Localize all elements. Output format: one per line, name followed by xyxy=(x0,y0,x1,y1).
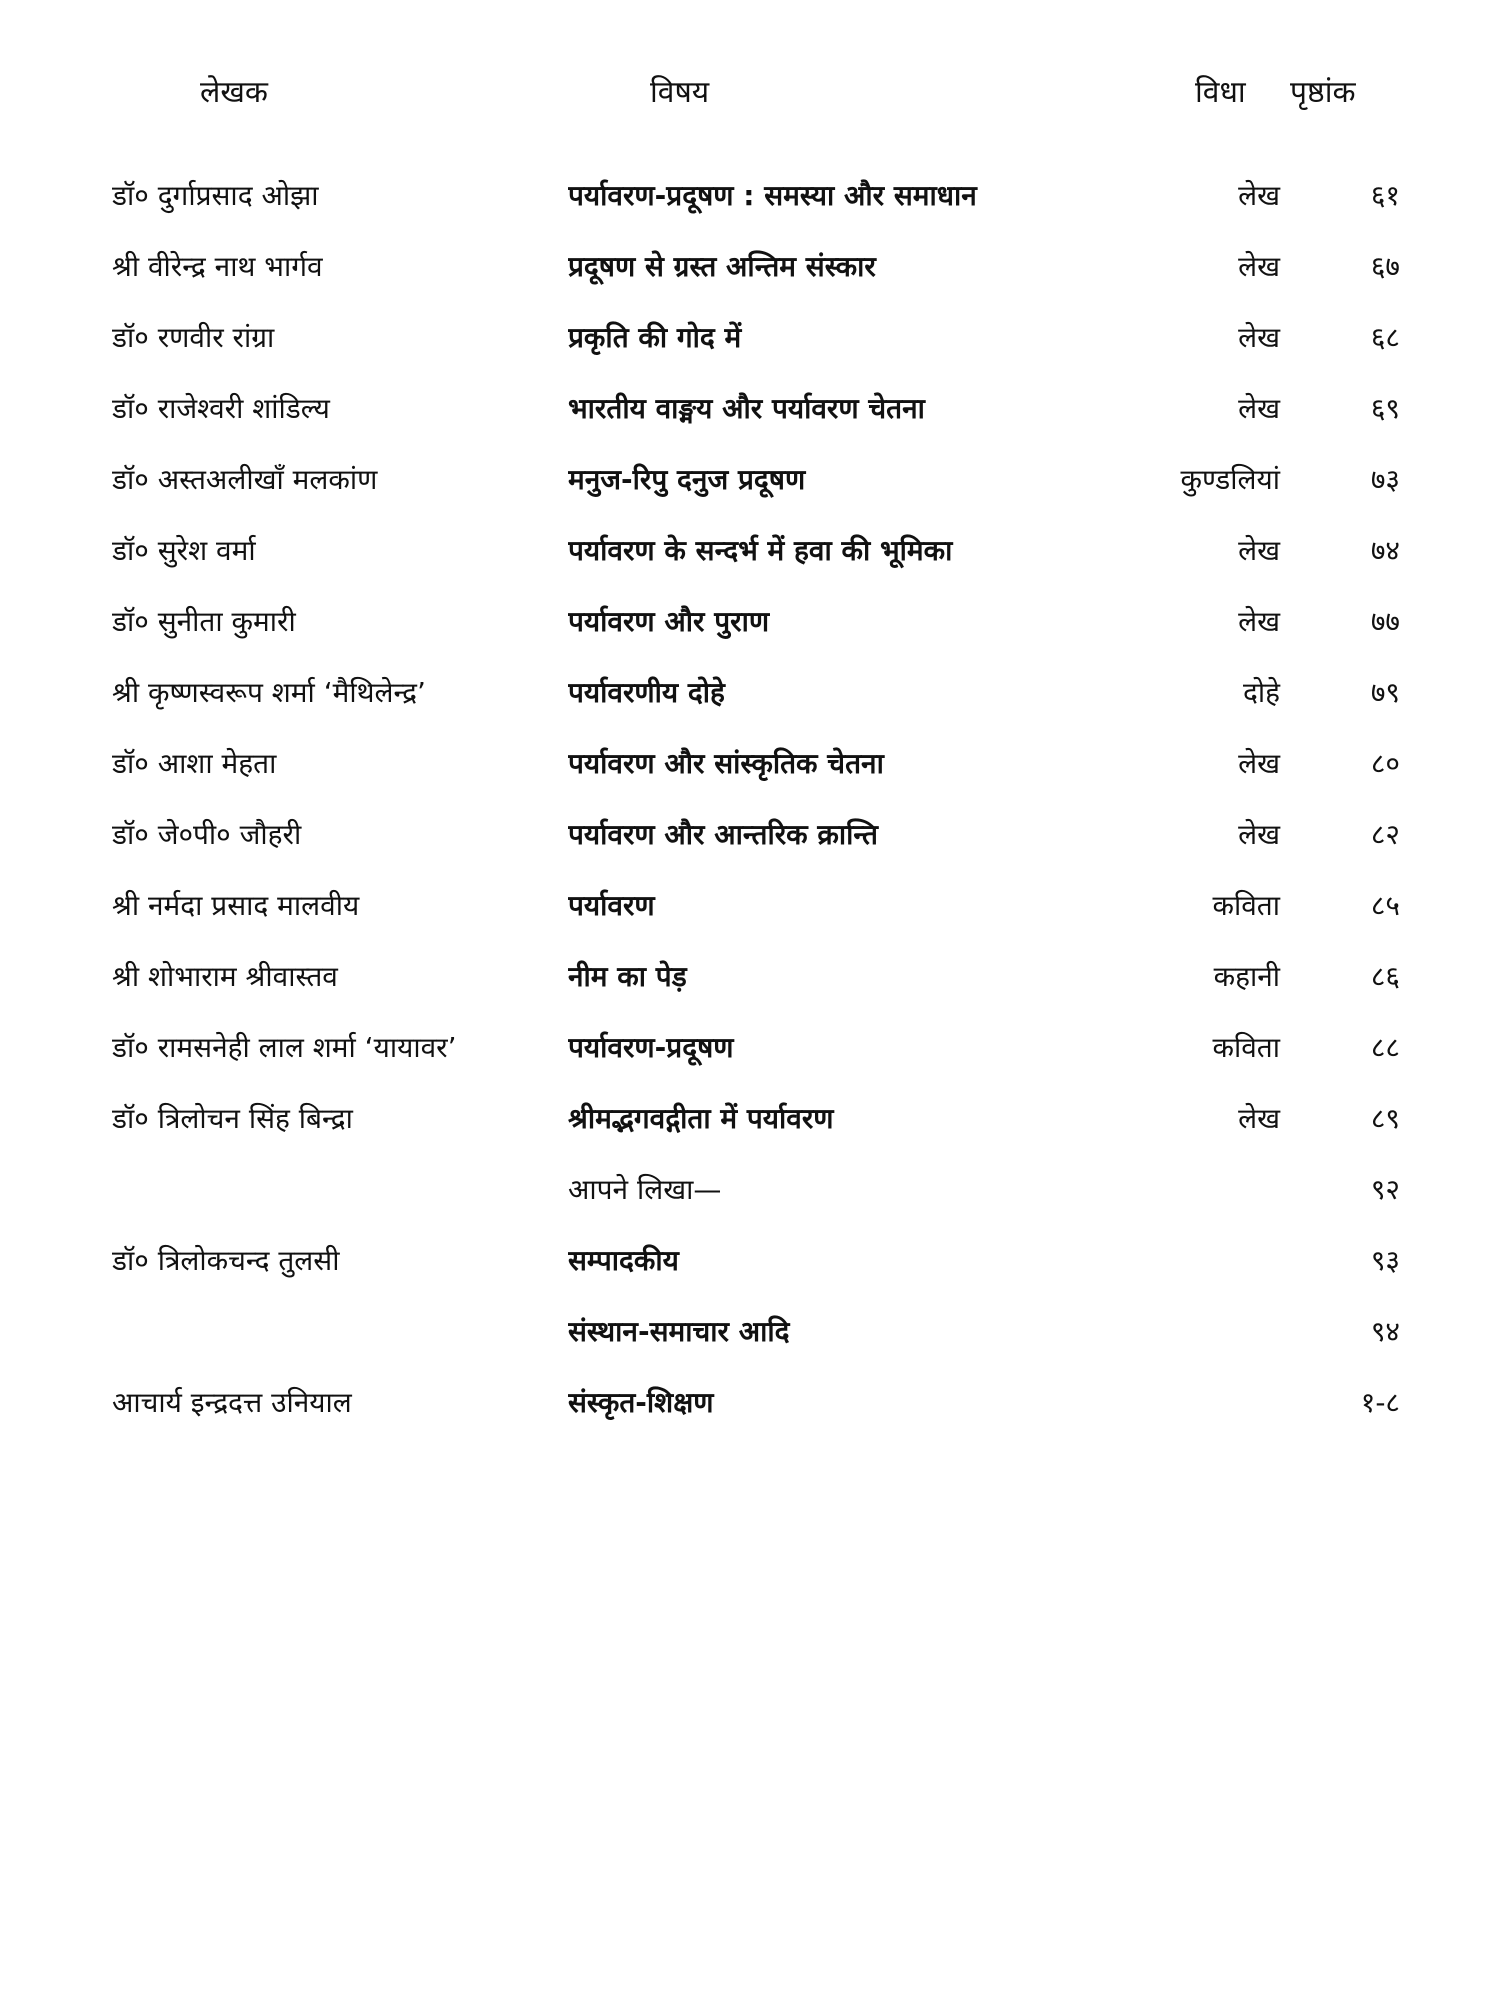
entry-subject: प्रकृति की गोद में xyxy=(568,321,742,354)
entry-author: डॉ० राजेश्वरी शांडिल्य xyxy=(112,392,330,425)
toc-row xyxy=(0,1012,1500,1083)
entry-page-number: ६८ xyxy=(1370,321,1400,354)
toc-row xyxy=(0,231,1500,302)
entry-genre: लेख xyxy=(1238,747,1280,780)
entry-subject: पर्यावरण-प्रदूषण : समस्या और समाधान xyxy=(568,179,977,212)
toc-row xyxy=(0,657,1500,728)
toc-row xyxy=(0,941,1500,1012)
entry-genre: लेख xyxy=(1238,818,1280,851)
entry-author: डॉ० सुनीता कुमारी xyxy=(112,605,296,638)
toc-row xyxy=(0,302,1500,373)
entry-subject: पर्यावरणीय दोहे xyxy=(568,676,725,709)
entry-subject: सम्पादकीय xyxy=(568,1244,679,1277)
toc-list xyxy=(0,160,1500,1438)
entry-subject: पर्यावरण और आन्तरिक क्रान्ति xyxy=(568,818,879,851)
entry-subject: पर्यावरण और पुराण xyxy=(568,605,770,638)
entry-genre: कविता xyxy=(1212,889,1280,922)
entry-page-number: ६१ xyxy=(1370,179,1400,212)
entry-subject: पर्यावरण xyxy=(568,889,655,922)
entry-author: डॉ० जे०पी० जौहरी xyxy=(112,818,302,851)
toc-row xyxy=(0,799,1500,870)
toc-row xyxy=(0,515,1500,586)
entry-author: डॉ० रामसनेही लाल शर्मा ‘यायावर’ xyxy=(112,1031,457,1064)
entry-page-number: ७७ xyxy=(1370,605,1400,638)
entry-subject: प्रदूषण से ग्रस्त अन्तिम संस्कार xyxy=(568,250,876,283)
entry-genre: लेख xyxy=(1238,250,1280,283)
toc-row xyxy=(0,1083,1500,1154)
entry-subject: पर्यावरण और सांस्कृतिक चेतना xyxy=(568,747,884,780)
entry-author: डॉ० त्रिलोकचन्द तुलसी xyxy=(112,1244,340,1277)
entry-genre: कहानी xyxy=(1213,960,1280,993)
entry-genre: लेख xyxy=(1238,392,1280,425)
entry-page-number: ७४ xyxy=(1370,534,1400,567)
entry-genre: दोहे xyxy=(1243,676,1280,709)
entry-author: आचार्य इन्द्रदत्त उनियाल xyxy=(112,1386,352,1419)
entry-genre: लेख xyxy=(1238,1102,1280,1135)
entry-genre: कुण्डलियां xyxy=(1180,463,1280,496)
entry-page-number: ८० xyxy=(1370,747,1400,780)
toc-row xyxy=(0,160,1500,231)
entry-subject: श्रीमद्भगवद्गीता में पर्यावरण xyxy=(568,1102,834,1135)
toc-row xyxy=(0,1154,1500,1225)
entry-page-number: ८६ xyxy=(1370,960,1400,993)
entry-page-number: ९३ xyxy=(1370,1244,1400,1277)
entry-subject: मनुज-रिपु दनुज प्रदूषण xyxy=(568,463,806,496)
entry-subject: संस्थान-समाचार आदि xyxy=(568,1315,790,1348)
header-page-number: पृष्ठांक xyxy=(1290,75,1356,110)
entry-subject: भारतीय वाङ्मय और पर्यावरण चेतना xyxy=(568,392,925,425)
entry-page-number: ९२ xyxy=(1370,1173,1400,1206)
entry-author: डॉ० आशा मेहता xyxy=(112,747,277,780)
entry-author: डॉ० त्रिलोचन सिंह बिन्द्रा xyxy=(112,1102,353,1135)
entry-page-number: ७९ xyxy=(1370,676,1400,709)
toc-row xyxy=(0,586,1500,657)
entry-subject: संस्कृत-शिक्षण xyxy=(568,1386,714,1419)
toc-row xyxy=(0,444,1500,515)
header-subject: विषय xyxy=(650,75,710,110)
entry-page-number: ८८ xyxy=(1370,1031,1400,1064)
entry-page-number: ६७ xyxy=(1370,250,1400,283)
toc-row xyxy=(0,1296,1500,1367)
entry-author: श्री नर्मदा प्रसाद मालवीय xyxy=(112,889,360,922)
entry-page-number: ८५ xyxy=(1370,889,1400,922)
header-author: लेखक xyxy=(200,75,268,110)
entry-author: श्री शोभाराम श्रीवास्तव xyxy=(112,960,338,993)
entry-author: डॉ० सुरेश वर्मा xyxy=(112,534,256,567)
entry-author: डॉ० अस्तअलीखाँ मलकांण xyxy=(112,463,378,496)
toc-header xyxy=(0,70,1500,130)
entry-author: श्री कृष्णस्वरूप शर्मा ‘मैथिलेन्द्र’ xyxy=(112,676,426,709)
entry-genre: लेख xyxy=(1238,179,1280,212)
entry-genre: कविता xyxy=(1212,1031,1280,1064)
entry-genre: लेख xyxy=(1238,605,1280,638)
entry-author: डॉ० दुर्गाप्रसाद ओझा xyxy=(112,179,319,212)
entry-subject: पर्यावरण-प्रदूषण xyxy=(568,1031,734,1064)
toc-row xyxy=(0,1367,1500,1438)
entry-genre: लेख xyxy=(1238,534,1280,567)
entry-page-number: ८२ xyxy=(1370,818,1400,851)
entry-subject: आपने लिखा— xyxy=(568,1173,722,1206)
toc-row xyxy=(0,728,1500,799)
entry-page-number: ८९ xyxy=(1370,1102,1400,1135)
entry-subject: पर्यावरण के सन्दर्भ में हवा की भूमिका xyxy=(568,534,953,567)
entry-author: डॉ० रणवीर रांग्रा xyxy=(112,321,275,354)
toc-row xyxy=(0,1225,1500,1296)
entry-page-number: ६९ xyxy=(1370,392,1400,425)
entry-author: श्री वीरेन्द्र नाथ भार्गव xyxy=(112,250,323,283)
entry-page-number: १-८ xyxy=(1360,1386,1400,1419)
toc-row xyxy=(0,373,1500,444)
entry-genre: लेख xyxy=(1238,321,1280,354)
header-genre: विधा xyxy=(1195,75,1246,110)
entry-page-number: ७३ xyxy=(1370,463,1400,496)
toc-row xyxy=(0,870,1500,941)
entry-subject: नीम का पेड़ xyxy=(568,960,687,993)
entry-page-number: ९४ xyxy=(1370,1315,1400,1348)
